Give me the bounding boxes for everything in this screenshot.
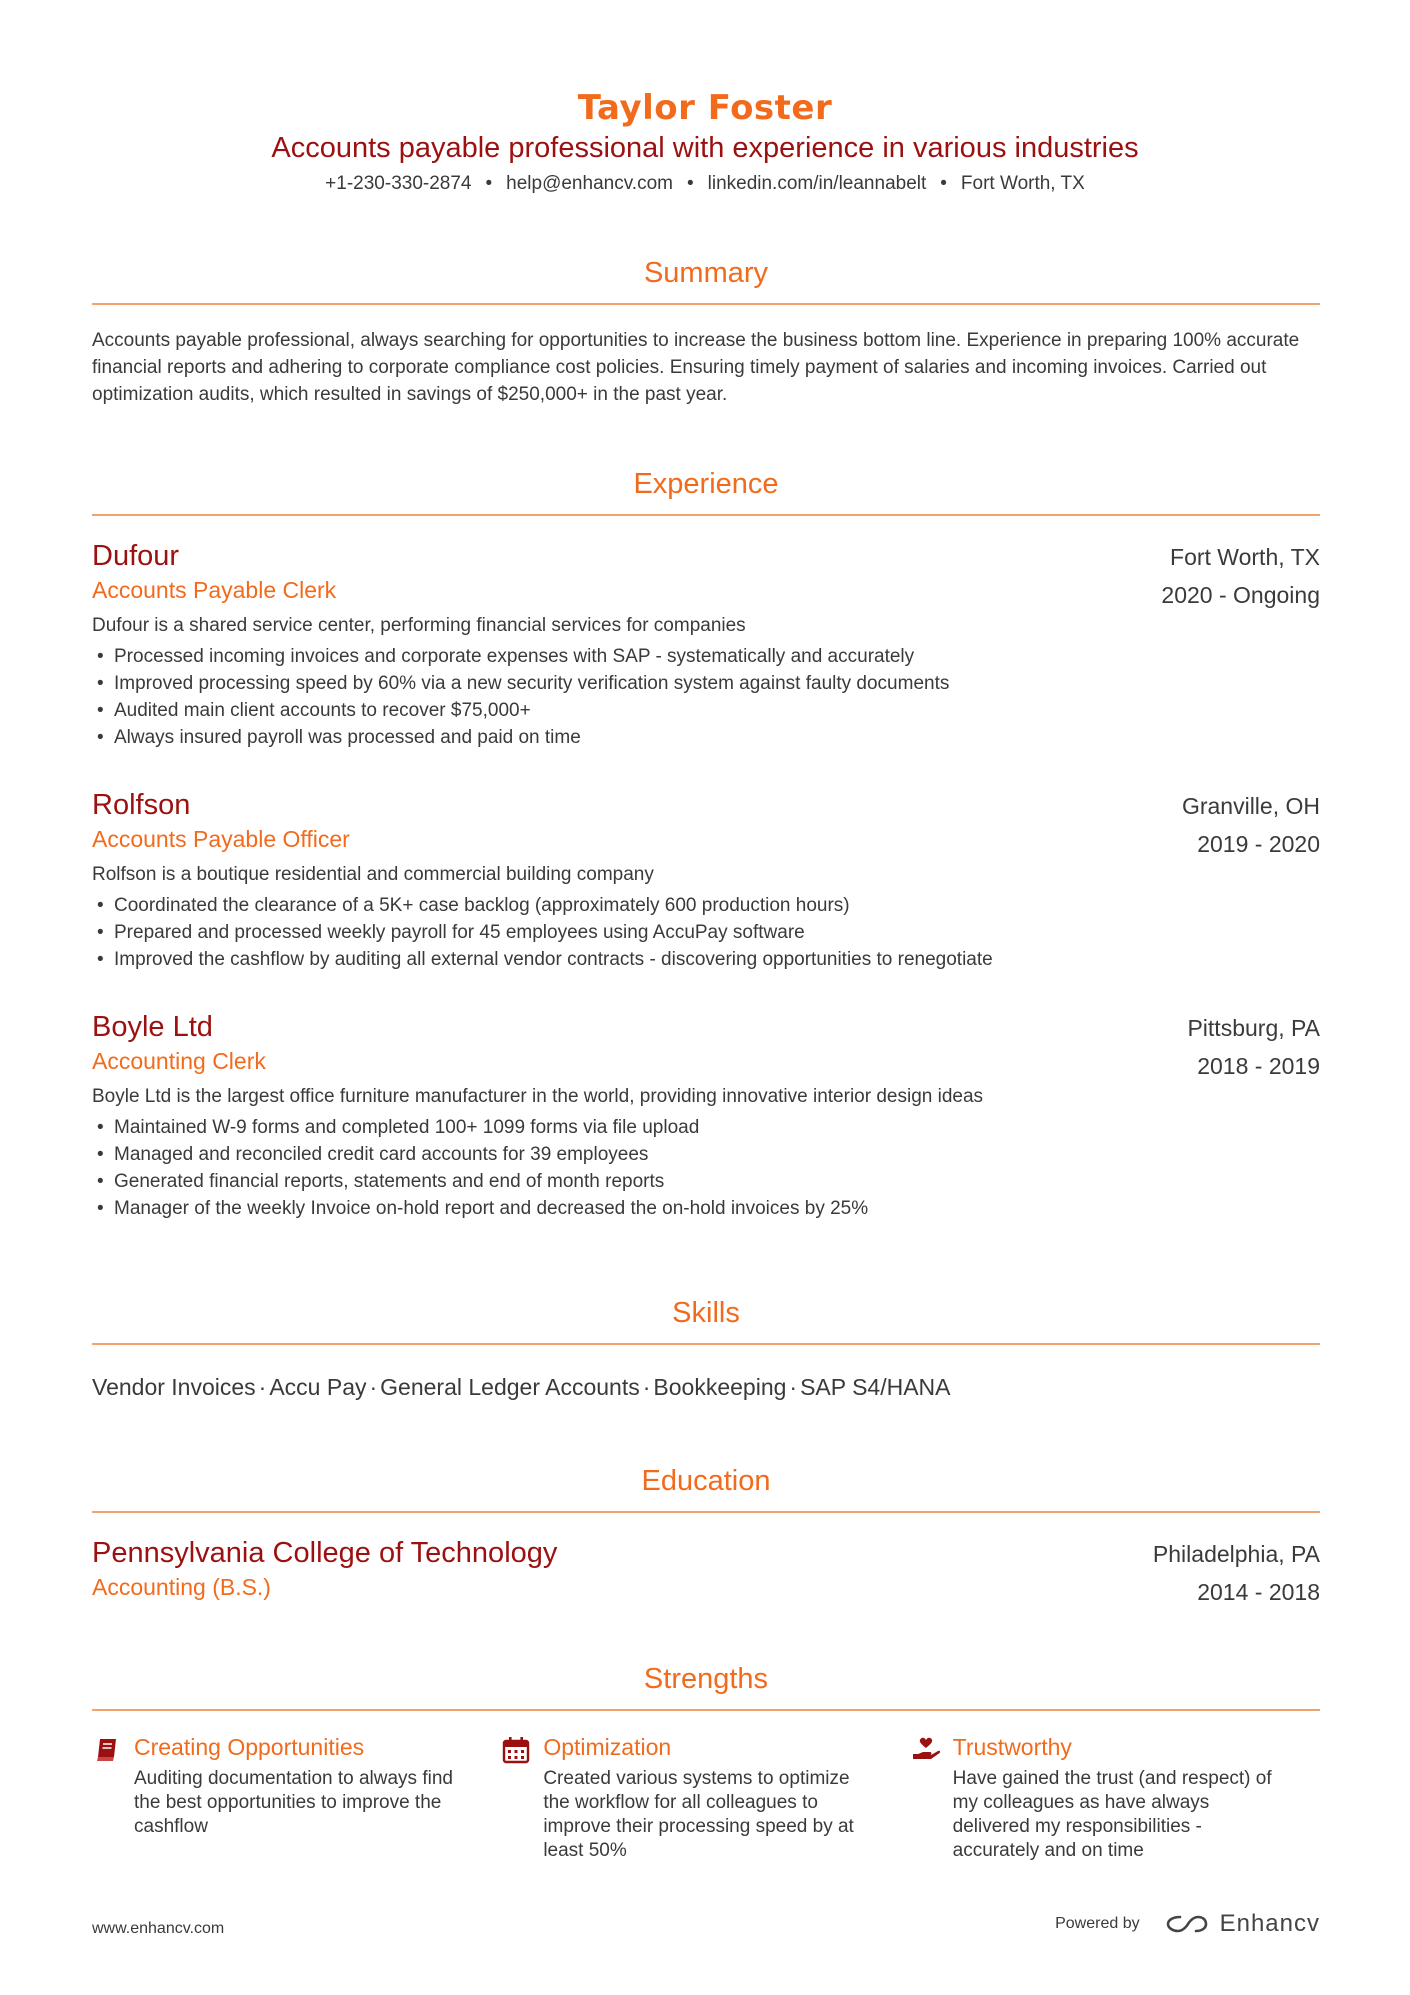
strength-title: Creating Opportunities xyxy=(134,1734,365,1760)
experience-title: Experience xyxy=(633,468,779,500)
candidate-tagline: Accounts payable professional with experience in various industries xyxy=(271,132,1139,164)
section-divider xyxy=(92,1709,1320,1711)
job-dates: 2019 - 2020 xyxy=(1197,831,1320,857)
job-meta xyxy=(1182,787,1320,863)
skill-separator: · xyxy=(642,1374,651,1400)
job-company: Boyle Ltd xyxy=(92,1011,213,1043)
education-title: Education xyxy=(641,1465,771,1497)
contact-separator: • xyxy=(940,173,947,194)
job-dates: 2018 - 2019 xyxy=(1197,1053,1320,1079)
strength-title: Trustworthy xyxy=(952,1734,1072,1760)
contact-linkedin[interactable]: linkedin.com/in/leannabelt xyxy=(707,173,927,194)
skill-item: General Ledger Accounts xyxy=(380,1374,640,1400)
job-bullet: • Processed incoming invoices and corporate expenses with SAP - systematically and accurately xyxy=(92,643,1320,670)
job-bullets xyxy=(92,1114,1320,1222)
job-bullet: • Generated financial reports, statements and end of month reports xyxy=(92,1168,1320,1195)
degree: Accounting (B.S.) xyxy=(92,1574,271,1600)
strength-item xyxy=(501,1731,910,1863)
strength-item xyxy=(911,1731,1320,1863)
education-dates: 2014 - 2018 xyxy=(1197,1579,1320,1605)
enhancv-logo-text: Enhancv xyxy=(1219,1910,1320,1937)
contact-phone: +1-230-330-2874 xyxy=(325,173,472,194)
skills-list xyxy=(92,1371,1320,1403)
job-dates: 2020 - Ongoing xyxy=(1161,582,1320,608)
summary-title: Summary xyxy=(643,257,769,289)
education-entry xyxy=(92,1535,1320,1603)
powered-by-label: Powered by xyxy=(1055,1915,1140,1932)
job-entry xyxy=(92,1009,1320,1222)
strengths-title: Strengths xyxy=(643,1663,769,1695)
summary-section xyxy=(92,255,1320,408)
section-divider xyxy=(92,1343,1320,1345)
enhancv-logo-icon xyxy=(1164,1913,1210,1935)
experience-section xyxy=(92,466,1320,1222)
resume-header xyxy=(0,0,1410,198)
skill-separator: · xyxy=(789,1374,798,1400)
education-meta xyxy=(1153,1535,1320,1611)
section-divider xyxy=(92,1511,1320,1513)
job-bullet: • Prepared and processed weekly payroll for 45 employees using AccuPay software xyxy=(92,919,1320,946)
strength-title: Optimization xyxy=(543,1734,672,1760)
enhancv-logo[interactable] xyxy=(1164,1910,1320,1938)
job-location: Granville, OH xyxy=(1181,793,1320,819)
strength-item xyxy=(92,1731,501,1863)
strengths-list xyxy=(92,1731,1320,1863)
job-entry xyxy=(92,538,1320,751)
job-company: Rolfson xyxy=(92,789,191,821)
job-bullet: • Coordinated the clearance of a 5K+ case backlog (approximately 600 production hours) xyxy=(92,892,1320,919)
job-bullet: • Maintained W-9 forms and completed 100+ 1099 forms via file upload xyxy=(92,1114,1320,1141)
job-role: Accounts Payable Officer xyxy=(92,826,350,852)
strength-description: Auditing documentation to always find the best opportunities to improve the cashflow xyxy=(134,1768,453,1837)
job-meta xyxy=(1161,538,1320,614)
skills-title: Skills xyxy=(672,1297,740,1329)
summary-text: Accounts payable professional, always searching for opportunities to increase the business bottom line. Experience in preparing 100% accurate financial reports and adhering to corporate compliance cost policies. Ensuring timely payment of salaries and incoming invoices. Carried out optimization audits, which resulted in savings of $250,000+ in the past year. xyxy=(92,330,1300,405)
footer-website[interactable]: www.enhancv.com xyxy=(92,1920,225,1937)
skill-separator: · xyxy=(369,1374,378,1400)
job-bullet: • Managed and reconciled credit card accounts for 39 employees xyxy=(92,1141,1320,1168)
job-bullets xyxy=(92,892,1320,973)
section-divider xyxy=(92,303,1320,305)
strength-description: Have gained the trust (and respect) of my colleagues as have always delivered my responsibilities - accurately and on time xyxy=(952,1768,1272,1861)
job-meta xyxy=(1187,1009,1320,1085)
candidate-name: Taylor Foster xyxy=(577,88,833,128)
contact-location: Fort Worth, TX xyxy=(960,173,1085,194)
strength-description: Created various systems to optimize the workflow for all colleagues to improve their processing speed by at least 50% xyxy=(543,1768,854,1861)
job-bullet: • Improved processing speed by 60% via a new security verification system against faulty documents xyxy=(92,670,1320,697)
job-bullet: • Audited main client accounts to recover $75,000+ xyxy=(92,697,1320,724)
skill-item: Accu Pay xyxy=(269,1374,367,1400)
education-section xyxy=(92,1463,1320,1603)
job-description: Rolfson is a boutique residential and commercial building company xyxy=(92,864,654,885)
job-role: Accounts Payable Clerk xyxy=(92,577,337,603)
calendar-icon xyxy=(501,1735,531,1765)
skill-separator: · xyxy=(258,1374,267,1400)
contact-separator: • xyxy=(485,173,493,194)
skill-item: SAP S4/HANA xyxy=(800,1374,951,1400)
job-bullet: • Always insured payroll was processed and paid on time xyxy=(92,724,1320,751)
job-role: Accounting Clerk xyxy=(92,1048,266,1074)
hand-heart-icon xyxy=(911,1735,941,1765)
school-name: Pennsylvania College of Technology xyxy=(92,1537,558,1569)
contact-separator: • xyxy=(686,173,694,194)
strengths-section xyxy=(92,1661,1320,1863)
job-bullets xyxy=(92,643,1320,751)
job-location: Pittsburg, PA xyxy=(1187,1015,1320,1041)
job-bullet: • Manager of the weekly Invoice on-hold report and decreased the on-hold invoices by 25% xyxy=(92,1195,1320,1222)
job-entry xyxy=(92,787,1320,973)
job-bullet: • Improved the cashflow by auditing all external vendor contracts - discovering opportunities to renegotiate xyxy=(92,946,1320,973)
section-divider xyxy=(92,514,1320,516)
job-company: Dufour xyxy=(92,540,180,572)
job-location: Fort Worth, TX xyxy=(1170,544,1320,570)
contact-line xyxy=(0,170,1410,198)
footer-branding xyxy=(1055,1910,1320,1938)
book-icon xyxy=(92,1735,122,1765)
education-location: Philadelphia, PA xyxy=(1152,1541,1320,1567)
skills-section xyxy=(92,1295,1320,1403)
skill-item: Bookkeeping xyxy=(653,1374,787,1400)
job-description: Boyle Ltd is the largest office furniture manufacturer in the world, providing innovative interior design ideas xyxy=(92,1086,984,1107)
contact-email[interactable]: help@enhancv.com xyxy=(506,173,673,194)
job-description: Dufour is a shared service center, performing financial services for companies xyxy=(92,615,746,636)
skill-item: Vendor Invoices xyxy=(92,1374,256,1400)
